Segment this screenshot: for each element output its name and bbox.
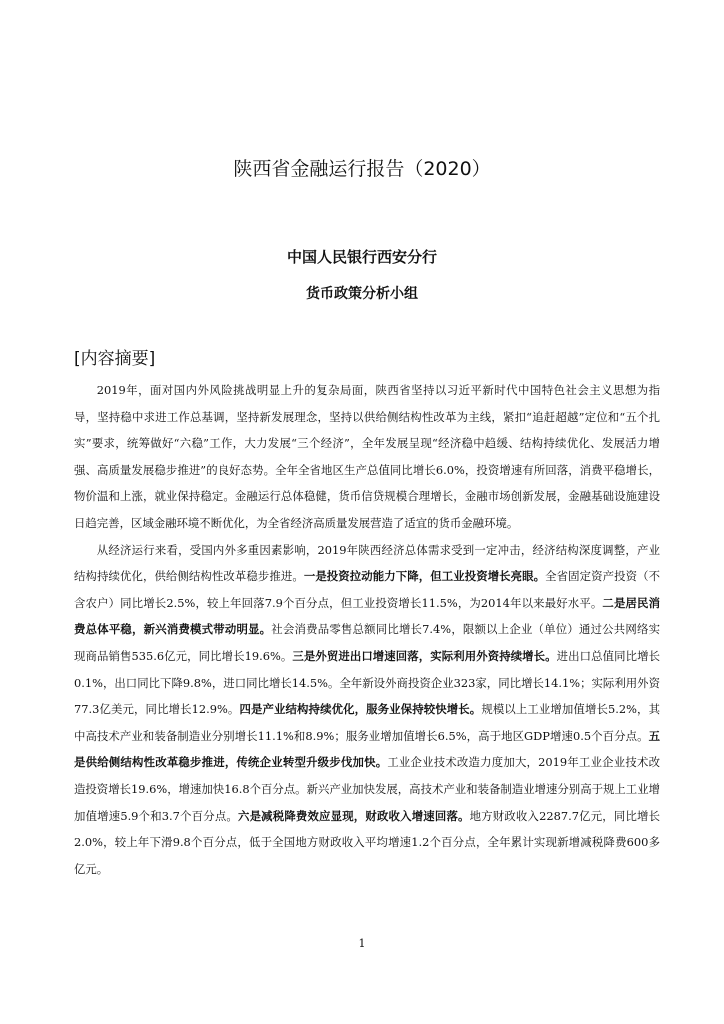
page-number: 1 (358, 937, 366, 950)
paragraph-text: 规模以上工业增加值增长5.2%，其中高技术产业和装备制造业分别增长11.1%和8.9%；服务业增加值增长6.5%，高于地区GDP增速0.5个百分点。 (74, 702, 660, 743)
key-point-1: 一是投资拉动能力下降，但工业投资增长亮眼。 (303, 569, 546, 584)
paragraph-text: 从经济运行来看，受国内外多重因素影响，2019年陕西经济总体需求受到一定冲击，经济结构深度调整，产业结构持续优化，供给侧结构性改革稳步推进。 (74, 542, 660, 584)
organization-name: 中国人民银行西安分行 (286, 248, 437, 266)
key-point-2: 二是居民消费总体平稳，新兴消费模式带动明显。 (74, 595, 660, 637)
key-point-5: 五是供给侧结构性改革稳步推进，传统企业转型升级步伐加快。 (74, 728, 660, 770)
document-title: 陕西省金融运行报告（2020） (233, 158, 491, 180)
paragraph-text: 全省固定资产投资（不含农户）同比增长2.5%，较上年回落7.9个百分点，但工业投资增长11.5%，为2014年以来最好水平。 (74, 569, 660, 610)
paragraph-text: 进出口总值同比增长0.1%，出口同比下降9.8%，进口同比增长14.5%。全年新设外商投资企业323家，同比增长14.1%；实际利用外资77.3亿美元，同比增长12.9%。 (74, 648, 660, 717)
key-point-3: 三是外贸进出口增速回落，实际利用外资持续增长。 (292, 648, 557, 663)
key-point-4: 四是产业结构持续优化，服务业保持较快增长。 (239, 702, 482, 717)
paragraph-text: 地方财政收入2287.7亿元，同比增长2.0%，较上年下滑9.8个百分点，低于全国地方财政收入平均增速1.2个百分点，全年累计实现新增减税降费600多亿元。 (74, 808, 661, 876)
key-point-6: 六是减税降费效应显现，财政收入增速回落。 (238, 808, 470, 823)
paragraph-text: 社会消费品零售总额同比增长7.4%，限额以上企业（单位）通过公共网络实现商品销售535.6亿元，同比增长19.6%。 (74, 622, 660, 663)
abstract-body (74, 377, 660, 882)
abstract-heading: [内容摘要] (74, 349, 156, 369)
abstract-paragraph-2 (74, 537, 660, 883)
organization-unit: 货币政策分析小组 (306, 286, 418, 302)
paragraph-text: 工业企业技术改造力度加大，2019年工业企业技术改造投资增长19.6%，增速加快16.8个百分点。新兴产业加快发展，高技术产业和装备制造业增速分别高于规上工业增加值增速5.9个和3.7个百分点。 (74, 755, 660, 823)
abstract-paragraph-1: 2019年，面对国内外风险挑战明显上升的复杂局面，陕西省坚持以习近平新时代中国特色社会主义思想为指导，坚持稳中求进工作总基调，坚持新发展理念，坚持以供给侧结构性改革为主线，紧扣“追赶超越”定位和“五个扎实”要求，统筹做好“六稳”工作，大力发展“三个经济”，全年发展呈现“经济稳中趋缓、结构持续优化、发展活力增强、高质量发展稳步推进”的良好态势。全年全省地区生产总值同比增长6.0%，投资增速有所回落，消费平稳增长，物价温和上涨，就业保持稳定。金融运行总体稳健，货币信贷规模合理增长，金融市场创新发展，金融基础设施建设日趋完善，区域金融环境不断优化，为全省经济高质量发展营造了适宜的货币金融环境。 (74, 383, 660, 530)
